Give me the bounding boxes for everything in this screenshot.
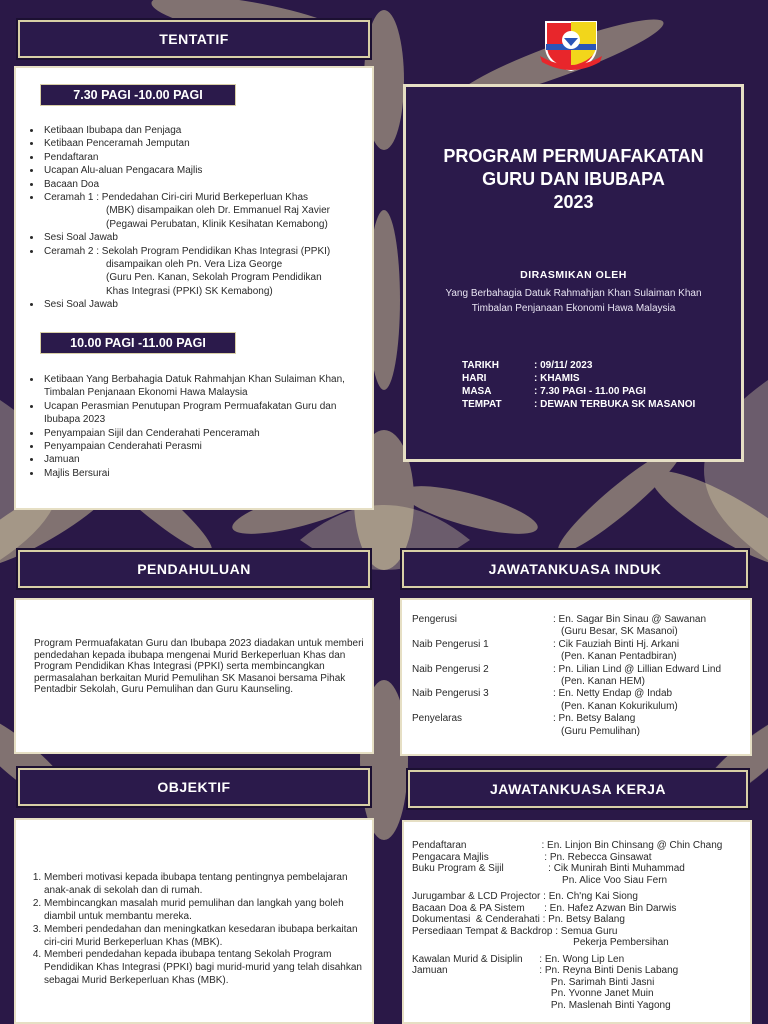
session2-item	[42, 467, 372, 480]
kerja-line: Pn. Sarimah Binti Jasni	[412, 976, 655, 988]
program-title-line-2: GURU DAN IBUBAPA	[482, 169, 665, 189]
session2-item	[42, 427, 372, 440]
kerja-panel	[402, 820, 752, 1024]
tentatif-header	[18, 20, 370, 58]
kerja-line: Pengacara Majlis : Pn. Rebecca Ginsawat	[412, 851, 652, 863]
objektif-header-text: OBJEKTIF	[157, 779, 231, 795]
induk-name: : Pn. Lilian Lind @ Lillian Edward Lind	[553, 663, 722, 675]
session1-item-text: Ketibaan Penceramah Jemputan	[44, 138, 190, 150]
induk-role: Naib Pengerusi 1	[412, 638, 489, 650]
session1-time-badge	[40, 84, 236, 106]
kerja-line: Bacaan Doa & PA Sistem : En. Hafez Azwan Bin Darwis	[412, 902, 677, 914]
objektif-panel	[14, 818, 374, 1024]
pendahuluan-panel	[14, 598, 374, 754]
session2-item-text: Penyampaian Sijil dan Cenderahati Penceramah	[44, 427, 260, 439]
induk-header	[402, 550, 748, 588]
induk-role: Penyelaras	[412, 713, 463, 725]
session1-item-text: Ceramah 1 : Pendedahan Ciri-ciri Murid Berkeperluan Khas	[44, 192, 309, 204]
objektif-item: 4. Memberi pendedahan kepada ibubapa tentang Sekolah Program Pendidikan Khas Integrasi (PPKI) bagi murid-murid yang telah disahkan sebagai Murid Berkeperluan Khas (MBK).	[44, 949, 374, 988]
kerja-line: Buku Program & Sijil : Cik Munirah Binti Muhammad	[412, 863, 685, 874]
session2-item-text: Majlis Bersurai	[44, 467, 110, 479]
officiated-label: DIRASMIKAN OLEH	[520, 269, 627, 281]
event-details	[462, 359, 732, 411]
session2-item-text: Ketibaan Yang Berbahagia Datuk Rahmahjan Khan Sulaiman Khan, Timbalan Penjanaan Ekonomi Hawa Malaysia	[44, 374, 345, 399]
session2-item-text: Ucapan Perasmian Penutupan Program Permuafakatan Guru dan Ibubapa 2023	[44, 400, 337, 426]
session1-time: 7.30 PAGI -10.00 PAGI	[73, 88, 203, 102]
objektif-item: 3. Memberi pendedahan dan meningkatkan kesedaran ibubapa berkaitan ciri-ciri Murid Berkeperluan Khas (MBK).	[44, 924, 374, 950]
event-detail-value: : DEWAN TERBUKA SK MASANOI	[534, 399, 696, 410]
pendahuluan-body: Program Permuafakatan Guru dan Ibubapa 2023 diadakan untuk memberi pendedahan kepada ibubapa mengenai Murid Berkeperluan Khas dan Program Pendidikan Khas Integrasi (PPKI) serta membincangkan permasalahan berkaitan Murid Pemulihan SK Masanoi bersama Pihak Pentadbir Sekolah, Guru Pemulihan dan Guru Kaunseling.	[34, 638, 364, 696]
session2-item	[42, 453, 372, 466]
session2-item	[42, 400, 372, 427]
officiated-by	[406, 286, 741, 316]
induk-row-main	[412, 614, 748, 626]
kerja-line: Pn. Alice Voo Siau Fern	[412, 874, 668, 886]
induk-row-main	[412, 688, 748, 700]
officiated-line-1: Yang Berbahagia Datuk Rahmahjan Khan Sulaiman Khan	[445, 288, 702, 299]
induk-row	[412, 713, 748, 738]
induk-name: : Cik Fauziah Binti Hj. Arkani	[553, 638, 680, 650]
session1-list	[28, 124, 378, 312]
induk-subtitle: (Guru Besar, SK Masanoi)	[561, 626, 678, 638]
session2-time: 10.00 PAGI -11.00 PAGI	[70, 336, 206, 350]
kerja-line: Dokumentasi & Cenderahati : Pn. Betsy Balang	[412, 914, 625, 925]
kerja-line: Jurugambar & LCD Projector : En. Ch'ng Kai Siong	[412, 891, 638, 902]
induk-name: : En. Netty Endap @ Indab	[553, 688, 673, 700]
session1-item	[42, 137, 378, 150]
objektif-list	[26, 872, 374, 988]
induk-name: : En. Sagar Bin Sinau @ Sawanan	[553, 614, 707, 625]
event-detail-value: : 7.30 PAGI - 11.00 PAGI	[534, 386, 646, 397]
session2-item-text: Penyampaian Cenderahati Perasmi	[44, 441, 202, 453]
session1-item-text: Sesi Soal Jawab	[44, 299, 118, 311]
kerja-header	[408, 770, 748, 808]
induk-role: Pengerusi	[412, 614, 458, 625]
session1-item-text: Sesi Soal Jawab	[44, 232, 118, 244]
session1-item-subline: (Pegawai Perubatan, Klinik Kesihatan Kemabong)	[106, 218, 328, 230]
induk-panel	[400, 598, 752, 756]
objektif-item: 1. Memberi motivasi kepada ibubapa tentang pentingnya pembelajaran anak-anak di sekolah dan di rumah.	[44, 872, 374, 898]
induk-row	[412, 639, 748, 664]
pendahuluan-header	[18, 550, 370, 588]
session2-time-badge	[40, 332, 236, 354]
session1-item-subline: disampaikan oleh Pn. Vera Liza George	[106, 259, 283, 271]
event-detail-value: : KHAMIS	[534, 373, 580, 384]
induk-row	[412, 688, 748, 713]
event-detail-label: MASA	[462, 386, 492, 397]
school-logo	[540, 16, 602, 72]
kerja-line: Pn. Yvonne Janet Muin	[412, 988, 654, 999]
kerja-line: Pn. Maslenah Binti Yagong	[412, 999, 671, 1011]
school-crest-icon	[540, 16, 602, 72]
session1-item	[42, 164, 378, 177]
kerja-header-text: JAWATANKUASA KERJA	[490, 781, 666, 797]
induk-role: Naib Pengerusi 3	[412, 688, 489, 700]
session1-item-text: Pendaftaran	[44, 151, 99, 163]
kerja-line: Jamuan : Pn. Reyna Binti Denis Labang	[412, 965, 679, 976]
event-detail-label: HARI	[462, 373, 487, 384]
session1-item-text: Ceramah 2 : Sekolah Program Pendidikan Khas Integrasi (PPKI)	[44, 245, 331, 257]
session1-item	[42, 245, 378, 299]
induk-row	[412, 664, 748, 689]
session1-item	[42, 231, 378, 244]
title-card	[403, 84, 744, 462]
event-detail-label: TARIKH	[462, 360, 500, 371]
session1-item	[42, 191, 378, 231]
induk-subtitle: (Pen. Kanan HEM)	[561, 676, 645, 688]
induk-list	[412, 614, 748, 738]
kerja-line: Persediaan Tempat & Backdrop : Semua Guru	[412, 925, 618, 937]
induk-row-main	[412, 639, 748, 651]
objektif-header	[18, 768, 370, 806]
event-detail-label: TEMPAT	[462, 399, 502, 410]
induk-header-text: JAWATANKUASA INDUK	[488, 561, 662, 577]
induk-row-main	[412, 664, 748, 676]
induk-name: : Pn. Betsy Balang	[553, 713, 636, 725]
session1-item-text: Ketibaan Ibubapa dan Penjaga	[44, 125, 182, 136]
event-detail-row	[462, 385, 732, 398]
objektif-item: 2. Membincangkan masalah murid pemulihan dan langkah yang boleh diambil untuk membantu mereka.	[44, 898, 374, 924]
induk-row	[412, 614, 748, 639]
induk-subtitle: (Pen. Kanan Kokurikulum)	[561, 700, 678, 712]
kerja-line: Pekerja Pembersihan	[412, 937, 669, 948]
program-title-line-1: PROGRAM PERMUAFAKATAN	[443, 146, 704, 166]
session2-item	[42, 373, 372, 400]
session1-item	[42, 151, 378, 164]
session2-list	[28, 373, 372, 480]
kerja-line: Pendaftaran : En. Linjon Bin Chinsang @ Chin Chang	[412, 840, 723, 851]
session1-item	[42, 124, 378, 137]
session1-item	[42, 298, 378, 311]
event-detail-row	[462, 372, 732, 385]
induk-subtitle: (Pen. Kanan Pentadbiran)	[561, 651, 677, 663]
session1-item-text: Ucapan Alu-aluan Pengacara Majlis	[44, 165, 203, 177]
session1-item	[42, 178, 378, 191]
event-detail-value: : 09/11/ 2023	[534, 360, 593, 371]
pendahuluan-header-text: PENDAHULUAN	[137, 561, 251, 577]
tentatif-panel	[14, 66, 374, 510]
tentatif-header-text: TENTATIF	[159, 31, 229, 47]
induk-role: Naib Pengerusi 2	[412, 663, 489, 675]
event-detail-row	[462, 359, 732, 372]
kerja-list	[412, 840, 752, 1011]
session2-item	[42, 440, 372, 453]
session1-item-text: Bacaan Doa	[44, 178, 100, 190]
program-title-line-3: 2023	[553, 192, 594, 212]
officiated-line-2: Timbalan Penjanaan Ekonomi Hawa Malaysia	[471, 303, 676, 314]
session1-item-subline: (MBK) disampaikan oleh Dr. Emmanuel Raj Xavier	[106, 205, 330, 217]
session1-item-subline: (Guru Pen. Kanan, Sekolah Program Pendidikan	[106, 272, 322, 284]
event-detail-row	[462, 398, 732, 411]
program-title	[406, 145, 741, 214]
session1-item-subline: Khas Integrasi (PPKI) SK Kemabong)	[106, 285, 273, 297]
kerja-line: Kawalan Murid & Disiplin : En. Wong Lip Len	[412, 953, 625, 965]
induk-subtitle: (Guru Pemulihan)	[561, 725, 640, 737]
session2-item-text: Jamuan	[44, 454, 80, 466]
induk-row-main	[412, 713, 748, 725]
